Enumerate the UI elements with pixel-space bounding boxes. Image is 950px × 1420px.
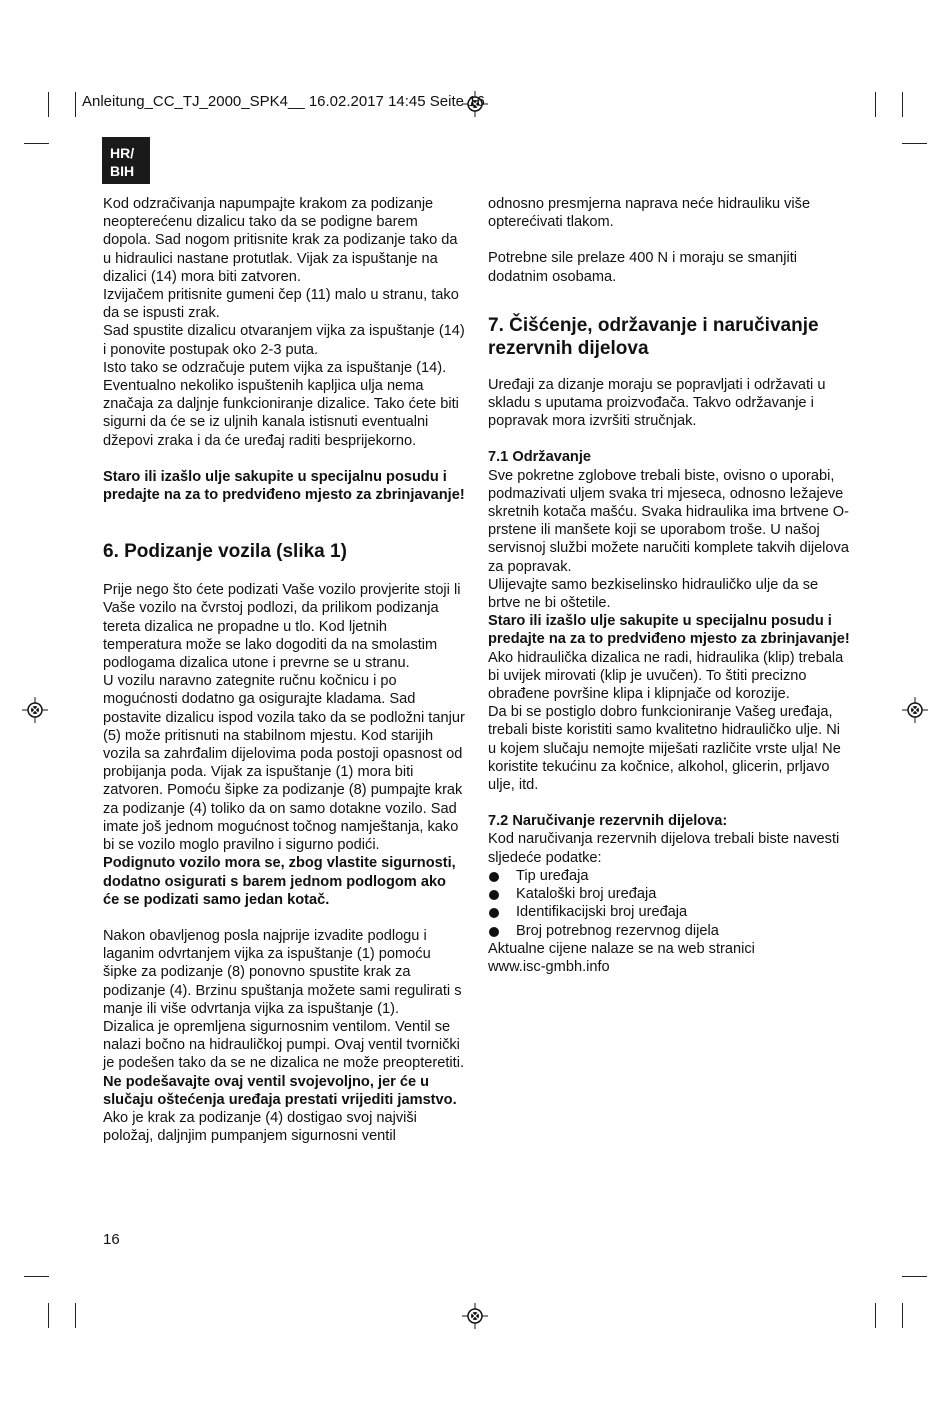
- warning-text: Podignuto vozilo mora se, zbog vlastite sigurnosti, dodatno osigurati s barem jednom podlogom ako će se podizati samo jedan kotač.: [103, 855, 456, 908]
- language-badge-line1: HR/: [110, 145, 135, 161]
- crop-mark: [48, 92, 49, 117]
- list-item: Identifikacijski broj uređaja: [488, 903, 850, 921]
- crop-mark: [48, 1303, 49, 1328]
- paragraph: Uređaji za dizanje moraju se popravljati i održavati u skladu s uputama proizvođača. Takvo održavanje i popravak mora izvršiti stručnjak.: [488, 376, 826, 430]
- warning-text: Ne podešavajte ovaj ventil svojevoljno, jer će u slučaju oštećenja uređaja prestati vrijediti jamstvo.: [103, 1073, 457, 1108]
- section-6-heading: 6. Podizanje vozila (slika 1): [103, 541, 347, 563]
- paragraph: Sad spustite dizalicu otvaranjem vijka za ispuštanje (14) i ponovite postupak oko 2-3 puta.: [103, 323, 465, 358]
- crop-mark: [902, 1276, 927, 1277]
- registration-mark-icon: [462, 1303, 488, 1329]
- paragraph: Dizalica je opremljena sigurnosnim ventilom. Ventil se nalazi bočno na hidrauličkoj pumpi. Ovaj ventil tvornički je podešen tako da se ne dizalica ne može preopteretiti.: [103, 1018, 465, 1072]
- paragraph: Sve pokretne zglobove trebali biste, ovisno o uporabi, podmazivati uljem svaka tri mjeseca, odnosno ležajeve skretnih kotača mašću. Svaka hidraulika ima brtvene O-prstene ili manšete koji se uporabom troše. U našoj servisnoj službi možete naručiti komplete takvih dijelova za popravak.: [488, 467, 849, 575]
- list-item: Broj potrebnog rezervnog dijela: [488, 922, 850, 940]
- warning-text: Staro ili izašlo ulje sakupite u specijalnu posudu i predajte na za to predviđeno mjesto za zbrinjavanje!: [488, 613, 850, 648]
- paragraph: U vozilu naravno zategnite ručnu kočnicu i po mogućnosti dodatno ga osigurajte kladama. Sad postavite dizalicu ispod vozila tako da se podložni tanjur (5) može pritisnuti na stabilnom mjestu. Kod starijih vozila sa zahrđalim dijelovima poda postoji opasnost od probijanja poda. Vijak za ispuštanje (1) mora biti zatvoren. Pomoću šipke za podizanje (8) pumpajte krak za podizanje (4) toliko da on samo dotakne vozilo. Sad imate još jednom mogućnost točnog namještanja, kako bi se vozilo moglo pravilno i sigurno podići.: [103, 673, 465, 854]
- paragraph: Da bi se postiglo dobro funkcioniranje Vašeg uređaja, trebali biste koristiti samo kvalitetno hidrauličko ulje. Ni u kojem slučaju nemojte miješati različite vrste ulja! Ne koristite tekućinu za kočnice, alkohol, glicerin, prljavo ulje, itd.: [488, 704, 841, 794]
- print-file-header: Anleitung_CC_TJ_2000_SPK4__ 16.02.2017 14:45 Seite 16: [82, 93, 485, 110]
- page-number: 16: [103, 1231, 120, 1248]
- paragraph: Prije nego što ćete podizati Vaše vozilo provjerite stoji li Vaše vozilo na čvrstoj podlozi, da prilikom podizanja tereta dizalica ne propadne u tlo. Kod ljetnih temperatura može se lako dogoditi da na smolastim podlogama dizalica utone i prevrne se u stranu.: [103, 582, 461, 672]
- required-data-list: [488, 867, 850, 940]
- paragraph: Kod naručivanja rezervnih dijelova trebali biste navesti sljedeće podatke:: [488, 831, 840, 866]
- language-badge-line2: BIH: [110, 163, 135, 179]
- section-7-heading: 7. Čišćenje, održavanje i naručivanje rezervnih dijelova: [488, 314, 819, 359]
- list-item: Kataloški broj uređaja: [488, 885, 850, 903]
- right-column: [488, 195, 850, 976]
- warning-text: Staro ili izašlo ulje sakupite u specijalnu posudu i predajte na za to predviđeno mjesto za zbrinjavanje!: [103, 468, 465, 504]
- subsection-7-1-heading: 7.1 Održavanje: [488, 449, 592, 466]
- crop-mark: [902, 92, 903, 117]
- paragraph: Ako hidraulička dizalica ne radi, hidraulika (klip) trebala bi uvijek mirovati (klip je uvučen). To štiti precizno obrađene površine klipa i klipnjače od korozije.: [488, 649, 844, 703]
- crop-mark: [24, 1276, 49, 1277]
- paragraph: Ulijevajte samo bezkiselinsko hidrauličko ulje da se brtve ne bi oštetile.: [488, 576, 819, 612]
- subsection-7-2-heading: 7.2 Naručivanje rezervnih dijelova:: [488, 813, 728, 830]
- crop-mark: [24, 143, 49, 144]
- crop-mark: [875, 92, 876, 117]
- website-url: www.isc-gmbh.info: [488, 958, 610, 975]
- list-item: Tip uređaja: [488, 867, 850, 885]
- paragraph: Ako je krak za podizanje (4) dostigao svoj najviši položaj, daljnjim pumpanjem sigurnosni ventil: [103, 1109, 417, 1145]
- crop-mark: [75, 1303, 76, 1328]
- crop-mark: [875, 1303, 876, 1328]
- crop-mark: [75, 92, 76, 117]
- paragraph: Nakon obavljenog posla najprije izvadite podlogu i laganim odvrtanjem vijka za ispuštanje (1) pomoću šipke za podizanje (8) ponovno spustite krak za podizanje (4). Brzinu spuštanja možete sami regulirati s manje ili više odvrtanja vijka za ispuštanje (1).: [103, 927, 462, 1017]
- paragraph: odnosno presmjerna naprava neće hidrauliku više opterećivati tlakom.: [488, 196, 811, 231]
- crop-mark: [902, 1303, 903, 1328]
- paragraph: Kod odzračivanja napumpajte krakom za podizanje neopterećenu dizalicu tako da se podigne barem dopola. Sad nogom pritisnite krak za podizanje tako da u hidraulici nastane protutlak. Vijak za ispuštanje na dizalici (14) mora biti zatvoren.: [103, 196, 458, 285]
- paragraph: Aktualne cijene nalaze se na web stranici: [488, 940, 755, 957]
- paragraph: Potrebne sile prelaze 400 N i moraju se smanjiti dodatnim osobama.: [488, 250, 798, 285]
- language-badge: [102, 137, 150, 184]
- left-column: [103, 195, 465, 1145]
- paragraph: Izvijačem pritisnite gumeni čep (11) malo u stranu, tako da se ispusti zrak.: [103, 287, 459, 322]
- registration-mark-icon: [22, 697, 48, 723]
- registration-mark-icon: [902, 697, 928, 723]
- paragraph: Isto tako se odzračuje putem vijka za ispuštanje (14). Eventualno nekoliko ispuštenih kapljica ulja nema značaja za daljnje funkcioniranje dizalice. Tako ćete biti sigurni da će se iz uljnih kanala istisnuti eventualni džepovi zraka i da će uređaj raditi besprijekorno.: [103, 359, 459, 449]
- crop-mark: [902, 143, 927, 144]
